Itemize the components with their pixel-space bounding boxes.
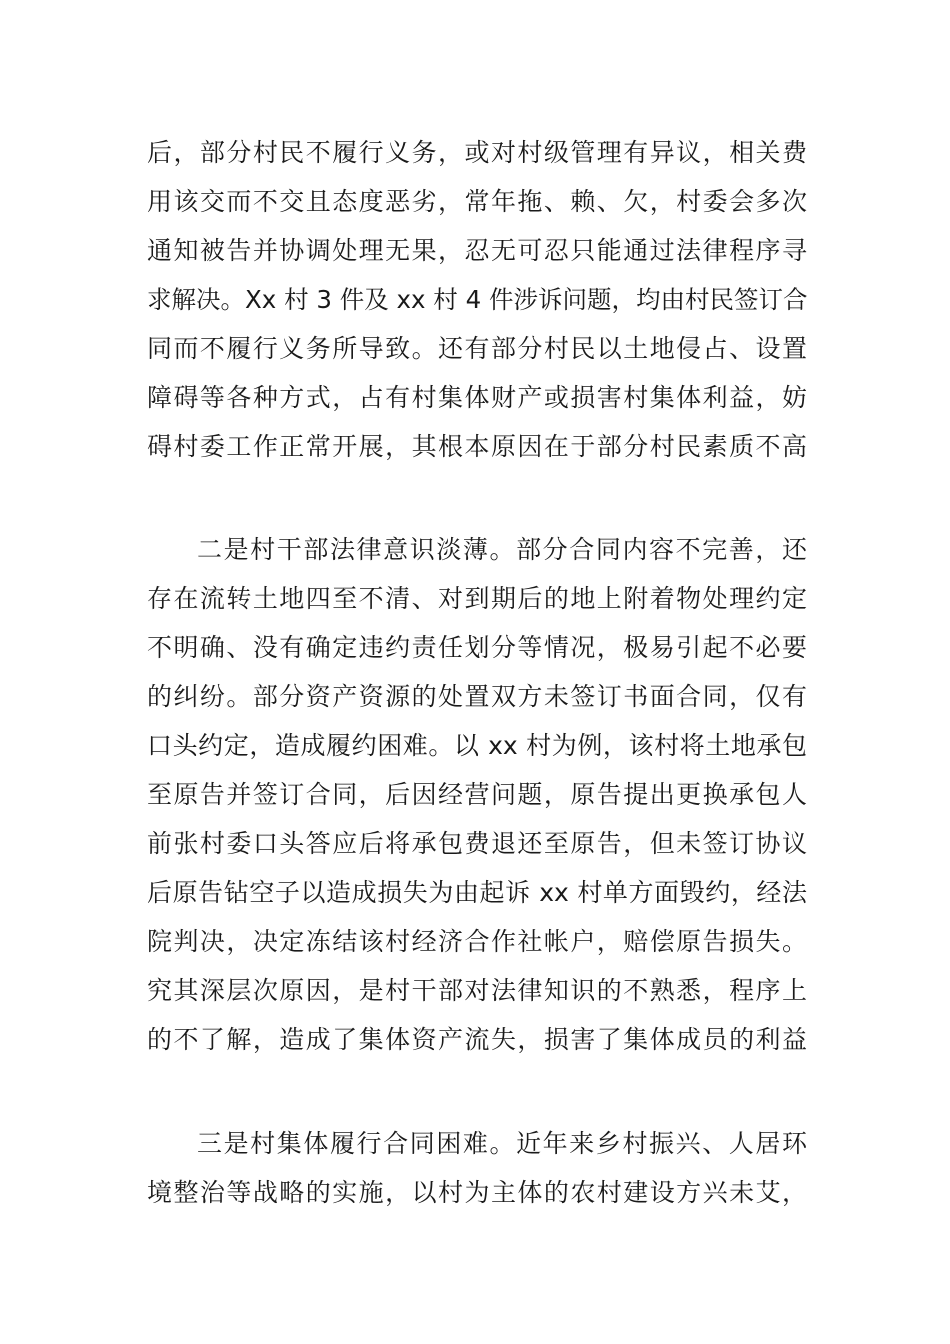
text-line: 院判决，决定冻结该村经济合作社帐户，赔偿原告损失。: [147, 927, 807, 956]
text-line: 不明确、没有确定违约责任划分等情况，极易引起不必要: [147, 633, 807, 662]
text-line: 后，部分村民不履行义务，或对村级管理有异议，相关费: [147, 138, 807, 167]
text-line: 求解决。Xx 村 3 件及 xx 村 4 件涉诉问题，均由村民签订合: [147, 285, 808, 314]
text-line: 存在流转土地四至不清、对到期后的地上附着物处理约定: [147, 584, 807, 613]
text-line: 障碍等各种方式，占有村集体财产或损害村集体利益，妨: [147, 383, 807, 412]
text-line: 口头约定，造成履约困难。以 xx 村为例，该村将土地承包: [147, 731, 807, 760]
text-line: 的纠纷。部分资产资源的处置双方未签订书面合同，仅有: [147, 682, 807, 711]
text-line: 三是村集体履行合同困难。近年来乡村振兴、人居环: [197, 1129, 807, 1158]
text-line: 用该交而不交且态度恶劣，常年拖、赖、欠，村委会多次: [147, 187, 807, 216]
text-line: 后原告钻空子以造成损失为由起诉 xx 村单方面毁约，经法: [147, 878, 807, 907]
text-line: 同而不履行义务所导致。还有部分村民以土地侵占、设置: [147, 334, 807, 363]
text-line: 至原告并签订合同，后因经营问题，原告提出更换承包人: [147, 780, 807, 809]
text-line: 二是村干部法律意识淡薄。部分合同内容不完善，还: [197, 535, 807, 564]
text-line: 碍村委工作正常开展，其根本原因在于部分村民素质不高: [147, 432, 807, 461]
text-line: 境整治等战略的实施，以村为主体的农村建设方兴未艾，: [147, 1178, 807, 1207]
text-line: 究其深层次原因，是村干部对法律知识的不熟悉，程序上: [147, 976, 807, 1005]
text-line: 通知被告并协调处理无果，忍无可忍只能通过法律程序寻: [147, 236, 807, 265]
text-line: 前张村委口头答应后将承包费退还至原告，但未签订协议: [147, 829, 807, 858]
text-line: 的不了解，造成了集体资产流失，损害了集体成员的利益: [147, 1025, 807, 1054]
